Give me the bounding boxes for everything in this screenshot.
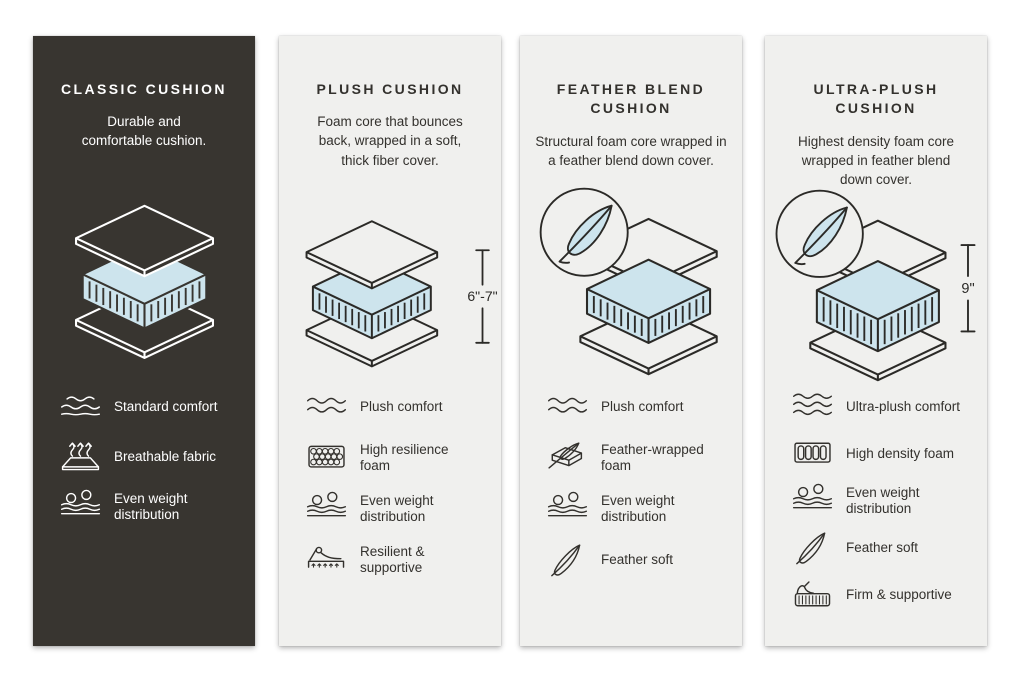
measurement-label: 6"-7"	[467, 288, 498, 305]
card-description-line: Highest density foam core	[797, 133, 955, 149]
card-feather-blend-cushion	[520, 36, 742, 646]
feather-badge-icon	[540, 189, 627, 276]
feature-label-line: Even weight	[601, 492, 675, 508]
card-title	[287, 80, 493, 99]
feature-label-line: distribution	[360, 509, 426, 524]
card-title-line: PLUSH CUSHION	[316, 81, 464, 97]
density-foam-icon	[789, 435, 835, 473]
feature-row	[789, 576, 981, 614]
feature-label-line: Plush comfort	[360, 398, 443, 414]
feather-icon	[544, 541, 590, 579]
feature-row	[789, 435, 981, 473]
feature-label-line: Plush comfort	[601, 398, 684, 414]
feature-label-line: Feather soft	[846, 539, 919, 555]
waves-icon	[303, 388, 349, 426]
cushion-top-layer	[76, 206, 213, 276]
feature-label-line: Feather soft	[601, 551, 674, 567]
card-description-line: wrapped in feather blend	[801, 152, 951, 168]
feature-label	[590, 552, 673, 568]
cushion-exploded-diagram	[33, 198, 255, 362]
card-title-line: ULTRA-PLUSH	[813, 81, 939, 97]
cushion-layers-drawing	[767, 185, 985, 384]
feature-label-line: foam	[360, 458, 391, 473]
card-description-line: comfortable cushion.	[81, 133, 207, 149]
feature-list	[57, 388, 249, 526]
firm-icon	[789, 576, 835, 614]
card-description-line: thick fiber cover.	[341, 152, 439, 168]
feature-row	[57, 438, 249, 476]
card-description-line: down cover.	[839, 171, 913, 187]
feature-row	[544, 388, 736, 426]
card-description	[528, 132, 734, 170]
card-description-line: Structural foam core wrapped in	[535, 133, 727, 149]
feature-row	[303, 388, 495, 426]
height-measurement	[961, 245, 974, 331]
feature-label	[835, 399, 960, 415]
card-description	[773, 132, 979, 189]
cushion-exploded-diagram	[279, 214, 501, 370]
feature-label-line: Ultra-plush comfort	[846, 398, 961, 414]
even-weight-icon	[544, 490, 590, 528]
feature-label	[590, 493, 675, 526]
card-title-line: FEATHER BLEND	[556, 81, 706, 97]
feature-row	[303, 439, 495, 477]
card-title	[41, 80, 247, 99]
card-title-line: CUSHION	[590, 100, 672, 117]
card-description-line: a feather blend down cover.	[548, 152, 714, 168]
feature-row	[544, 439, 736, 477]
card-title	[528, 80, 734, 119]
feature-label	[103, 399, 218, 415]
feature-row	[57, 488, 249, 526]
feather-icon	[789, 529, 835, 567]
feature-label	[349, 493, 434, 526]
even-weight-icon	[789, 482, 835, 520]
breathable-icon	[57, 438, 103, 476]
feature-label-line: distribution	[601, 509, 667, 524]
feature-label	[835, 485, 920, 518]
card-title-line: CLASSIC CUSHION	[61, 81, 227, 97]
card-ultra-plush-cushion	[765, 36, 987, 646]
card-description-line: Durable and	[107, 114, 181, 130]
feature-label	[835, 540, 918, 556]
feature-label	[835, 587, 952, 603]
feature-label-line: Resilient &	[360, 543, 425, 559]
card-plush-cushion	[279, 36, 501, 646]
feature-label-line: supportive	[360, 560, 423, 575]
waves3-icon	[789, 388, 835, 426]
feature-row	[544, 490, 736, 528]
card-description-line: Foam core that bounces	[317, 114, 463, 130]
feature-list	[789, 388, 981, 614]
feature-label-line: Even weight	[114, 490, 188, 506]
feature-label	[349, 544, 425, 577]
feature-label-line: Breathable fabric	[114, 448, 217, 464]
feature-list	[303, 388, 495, 579]
feature-label-line: Firm & supportive	[846, 586, 952, 602]
card-classic-cushion	[33, 36, 255, 646]
cushion-layers-drawing	[38, 198, 251, 362]
feature-label	[103, 449, 216, 465]
measurement-label: 9"	[961, 280, 975, 297]
cushion-layers-drawing	[531, 183, 732, 378]
cushion-exploded-diagram	[765, 185, 987, 384]
feature-row	[303, 490, 495, 528]
cushion-layers-drawing	[281, 214, 499, 370]
card-title	[773, 80, 979, 119]
feature-label	[349, 399, 443, 415]
feature-label-line: Even weight	[360, 492, 434, 508]
card-description	[287, 112, 493, 169]
feature-label	[349, 442, 449, 475]
feature-label-line: High density foam	[846, 445, 955, 461]
feature-row	[789, 529, 981, 567]
feature-label-line: distribution	[846, 501, 912, 516]
feature-label	[590, 399, 684, 415]
feature-list	[544, 388, 736, 579]
even-weight-icon	[57, 488, 103, 526]
feather-foam-icon	[544, 439, 590, 477]
feature-row	[789, 388, 981, 426]
feature-label-line: foam	[601, 458, 632, 473]
even-weight-icon	[303, 490, 349, 528]
feature-label-line: Standard comfort	[114, 398, 218, 414]
feature-label-line: High resilience	[360, 441, 449, 457]
feature-label	[835, 446, 954, 462]
card-title-line: CUSHION	[835, 100, 917, 117]
waves-icon	[544, 388, 590, 426]
feature-label-line: distribution	[114, 507, 180, 522]
feature-row	[544, 541, 736, 579]
feature-row	[789, 482, 981, 520]
card-description-line: back, wrapped in a soft,	[318, 133, 462, 149]
feature-row	[57, 388, 249, 426]
cushion-exploded-diagram	[520, 183, 742, 378]
feature-label	[103, 491, 188, 524]
foam-cells-icon	[303, 439, 349, 477]
feature-row	[303, 541, 495, 579]
feather-badge-icon	[777, 191, 863, 277]
feature-label-line: Even weight	[846, 484, 920, 500]
feature-label	[590, 442, 704, 475]
cushion-top-layer	[307, 221, 438, 288]
card-description	[41, 112, 247, 150]
height-measurement	[467, 250, 497, 343]
resilient-icon	[303, 541, 349, 579]
wave-standard-icon	[57, 388, 103, 426]
feature-label-line: Feather-wrapped	[601, 441, 704, 457]
